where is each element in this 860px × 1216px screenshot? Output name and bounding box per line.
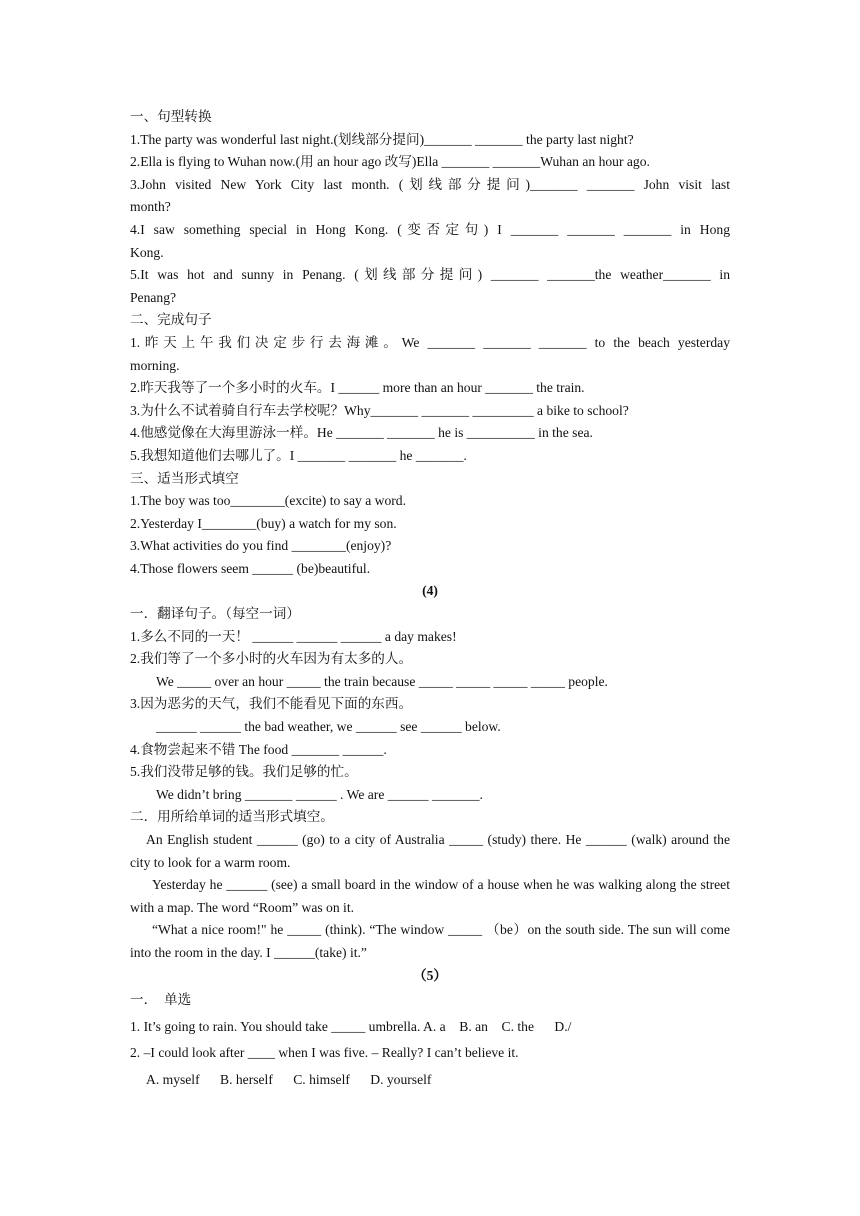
worksheet <box>130 106 730 1093</box>
section-heading: 二、完成句子 <box>130 312 212 328</box>
question: 2. –I could look after ____ when I was five. – Really? I can’t believe it. <box>130 1045 519 1061</box>
question: 2.Yesterday I________(buy) a watch for my son. <box>130 515 397 531</box>
question-cont: month? <box>130 199 171 215</box>
question: 2.Ella is flying to Wuhan now.(用 an hour ago 改写)Ella _______ _______Wuhan an hour ago. <box>130 154 650 170</box>
part-number: （5） <box>413 967 447 983</box>
passage-paragraph: An English student ______ (go) to a city of Australia _____ (study) there. He ______ (walk) around the city to look for a warm room. <box>130 832 730 870</box>
question: 5.It was hot and sunny in Penang. (划线部分提问) _______ _______the weather_______ in <box>130 267 730 283</box>
question: 5.我们没带足够的钱。我们足够的忙。 <box>130 764 358 780</box>
question: 1.The party was wonderful last night.(划线部分提问)_______ _______ the party last night? <box>130 131 634 147</box>
question: 1.昨天上午我们决定步行去海滩。We _______ _______ _______ to the beach yesterday <box>130 334 730 350</box>
question: 4.食物尝起来不错 The food _______ ______. <box>130 741 387 757</box>
question: 2.我们等了一个多小时的火车因为有太多的人。 <box>130 651 413 667</box>
section-heading: 一、句型转换 <box>130 109 212 124</box>
passage-paragraph: Yesterday he ______ (see) a small board in the window of a house when he was walking along the street with a map. The word “Room” was on it. <box>130 877 730 915</box>
question: 3.What activities do you find ________(enjoy)? <box>130 538 392 554</box>
passage-paragraph: “What a nice room!" he _____ (think). “The window _____ （be）on the south side. The sun will come into the room in the day. I ______(take) it.” <box>130 922 730 960</box>
question-cont: Kong. <box>130 244 164 260</box>
section-heading: 一．翻译句子。（每空一词） <box>130 606 300 622</box>
question: 3.为什么不试着骑自行车去学校呢？Why_______ _______ _________ a bike to school? <box>130 402 629 418</box>
question: 1. It’s going to rain. You should take _____ umbrella. A. a B. an C. the D./ <box>130 1018 572 1034</box>
question: 3.因为恶劣的天气，我们不能看见下面的东西。 <box>130 696 413 712</box>
answer-line: ______ ______ the bad weather, we ______ see ______ below. <box>156 719 501 735</box>
question: 5.我想知道他们去哪儿了。I _______ _______ he _______. <box>130 447 467 463</box>
section-heading: 二．用所给单词的适当形式填空。 <box>130 809 334 825</box>
question-cont: morning. <box>130 357 180 373</box>
section-heading: 一． 单选 <box>130 992 192 1008</box>
question: 4.他感觉像在大海里游泳一样。He _______ _______ he is __________ in the sea. <box>130 425 593 441</box>
question: 1.The boy was too________(excite) to say a word. <box>130 493 406 509</box>
question: 1.多么不同的一天！ ______ ______ ______ a day makes! <box>130 628 457 644</box>
answer-line: We didn’t bring _______ ______ . We are ______ _______. <box>156 786 483 802</box>
question: 4.I saw something special in Hong Kong. (变否定句) I _______ _______ _______ in Hong <box>130 221 730 237</box>
question: 4.Those flowers seem ______ (be)beautiful. <box>130 560 371 576</box>
part-number: (4) <box>422 583 438 599</box>
answer-options: A. myself B. herself C. himself D. yourself <box>146 1071 432 1087</box>
answer-line: We _____ over an hour _____ the train because _____ _____ _____ _____ people. <box>156 673 608 689</box>
question: 3.John visited New York City last month. (划线部分提问)_______ _______ John visit last <box>130 176 730 192</box>
section-heading: 三、适当形式填空 <box>130 470 239 486</box>
question-cont: Penang? <box>130 289 177 305</box>
question: 2.昨天我等了一个多小时的火车。I ______ more than an hour _______ the train. <box>130 380 585 396</box>
